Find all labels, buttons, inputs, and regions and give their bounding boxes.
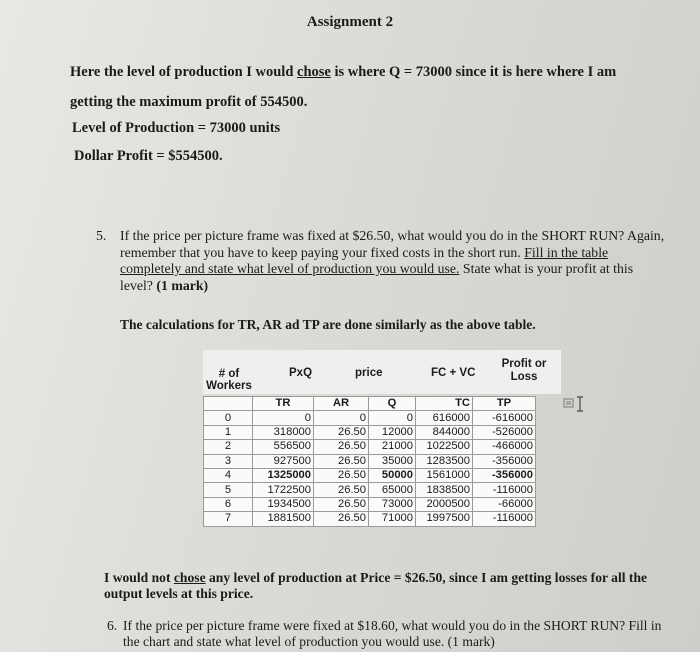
- table-cell[interactable]: 1838500: [416, 483, 473, 497]
- intro-text-a: Here the level of production I would: [70, 64, 298, 80]
- table-cell[interactable]: -116000: [473, 512, 536, 526]
- table-cell[interactable]: 26.50: [314, 454, 369, 468]
- table-cell[interactable]: 0: [314, 411, 369, 425]
- q5-text-a: If the price per picture frame was fixed at $26.50, what would you do in the SHORT RUN? Again, remember that you have to keep paying your fixed costs in the short run.: [120, 228, 665, 260]
- question-5: [96, 228, 666, 294]
- table-cell[interactable]: 1283500: [416, 454, 473, 468]
- table-row: [204, 497, 536, 511]
- conclusion-text-a: I would not: [104, 570, 174, 585]
- header-price: price: [355, 367, 383, 379]
- table-row: [204, 440, 536, 454]
- table-cell[interactable]: -116000: [473, 483, 536, 497]
- table-cell[interactable]: 26.50: [314, 440, 369, 454]
- table-cell[interactable]: 1325000: [253, 468, 314, 482]
- column-header[interactable]: [204, 397, 253, 411]
- header-fcvc: FC + VC: [431, 367, 476, 379]
- column-header[interactable]: TR: [253, 397, 314, 411]
- table-cell[interactable]: 26.50: [314, 425, 369, 439]
- question-5-number: 5.: [96, 228, 107, 243]
- table-cell[interactable]: -616000: [473, 411, 536, 425]
- spreadsheet-table: [203, 396, 536, 527]
- table-cell[interactable]: 26.50: [314, 468, 369, 482]
- table-cell[interactable]: 0: [204, 411, 253, 425]
- dollar-profit: Dollar Profit = $554500.: [74, 148, 223, 164]
- table-cell[interactable]: 7: [204, 512, 253, 526]
- conclusion-chose: chose: [173, 570, 206, 585]
- q5-text-b: State what is your profit at this level?: [120, 261, 634, 293]
- table-cell[interactable]: 26.50: [314, 497, 369, 511]
- question-6-text: If the price per picture frame were fixed at $18.60, what would you do in the SHORT RUN? Fill in the chart and state what level of production you would use. (1 mark): [123, 618, 662, 649]
- header-profit: Profit or Loss: [501, 358, 547, 383]
- column-header[interactable]: AR: [314, 397, 369, 411]
- intro-line-1: [70, 64, 616, 81]
- table-cell[interactable]: 12000: [369, 425, 416, 439]
- table-cell[interactable]: 4: [204, 468, 253, 482]
- table-cell[interactable]: -526000: [473, 425, 536, 439]
- table-row: [204, 512, 536, 526]
- table-cell[interactable]: 26.50: [314, 512, 369, 526]
- table-cell[interactable]: -466000: [473, 440, 536, 454]
- table-cell[interactable]: -356000: [473, 468, 536, 482]
- calculation-note: The calculations for TR, AR ad TP are done similarly as the above table.: [120, 317, 536, 332]
- table-cell[interactable]: 50000: [369, 468, 416, 482]
- table-cell[interactable]: 73000: [369, 497, 416, 511]
- table-cell[interactable]: -356000: [473, 454, 536, 468]
- table-cell[interactable]: 556500: [253, 440, 314, 454]
- text-cursor-icon: [563, 396, 587, 412]
- table-cell[interactable]: 1561000: [416, 468, 473, 482]
- question-5-text: [120, 228, 666, 294]
- table-cell[interactable]: 844000: [416, 425, 473, 439]
- table-cell[interactable]: 5: [204, 483, 253, 497]
- level-of-production: Level of Production = 73000 units: [72, 120, 281, 136]
- table-cell[interactable]: 616000: [416, 411, 473, 425]
- table-row: [204, 454, 536, 468]
- table-cell[interactable]: 1: [204, 425, 253, 439]
- column-header[interactable]: TP: [473, 397, 536, 411]
- column-header[interactable]: Q: [369, 397, 416, 411]
- table-cell[interactable]: 1022500: [416, 440, 473, 454]
- column-header[interactable]: TC: [416, 397, 473, 411]
- question-6: [107, 618, 667, 650]
- table-row: [204, 411, 536, 425]
- table-header-block: [203, 350, 561, 394]
- table-cell[interactable]: 21000: [369, 440, 416, 454]
- conclusion-text-b: any level of production at Price = $26.50, since I am getting losses for all the output levels at this price.: [104, 570, 648, 601]
- intro-chose: chose: [297, 64, 331, 80]
- table-cell[interactable]: 26.50: [314, 483, 369, 497]
- table-cell[interactable]: 35000: [369, 454, 416, 468]
- table-row: [204, 468, 536, 482]
- table-cell[interactable]: 1934500: [253, 497, 314, 511]
- table-cell[interactable]: 71000: [369, 512, 416, 526]
- table-cell[interactable]: 6: [204, 497, 253, 511]
- table-cell[interactable]: 2: [204, 440, 253, 454]
- table-cell[interactable]: 1722500: [253, 483, 314, 497]
- table-cell[interactable]: 65000: [369, 483, 416, 497]
- q5-text-underlined: Fill in the table completely and state what level of production you would use.: [120, 244, 609, 276]
- table-column-header-row: [204, 397, 536, 411]
- table-cell[interactable]: -66000: [473, 497, 536, 511]
- header-workers: # of Workers: [206, 368, 252, 392]
- table-cell[interactable]: 2000500: [416, 497, 473, 511]
- table-row: [204, 425, 536, 439]
- table-cell[interactable]: 927500: [253, 454, 314, 468]
- intro-line-2: getting the maximum profit of 554500.: [70, 94, 308, 110]
- page-title: Assignment 2: [306, 14, 394, 30]
- q5-mark: (1 mark): [156, 277, 209, 293]
- table-cell[interactable]: 0: [253, 411, 314, 425]
- question-6-number: 6.: [107, 618, 118, 633]
- table-cell[interactable]: 0: [369, 411, 416, 425]
- table-row: [204, 483, 536, 497]
- table-cell[interactable]: 318000: [253, 425, 314, 439]
- conclusion: [104, 570, 664, 602]
- intro-text-b: is where Q = 73000 since it is here where I am: [330, 64, 617, 80]
- table-cell[interactable]: 1997500: [416, 512, 473, 526]
- header-pxq: PxQ: [289, 367, 313, 379]
- table-cell[interactable]: 3: [204, 454, 253, 468]
- table-cell[interactable]: 1881500: [253, 512, 314, 526]
